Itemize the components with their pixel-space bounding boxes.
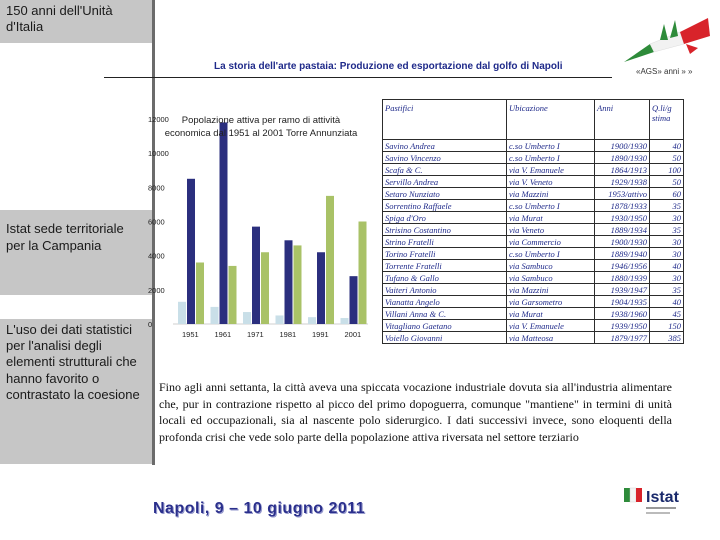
table-row (383, 272, 684, 284)
table-cell: via Mazzini (507, 188, 595, 200)
table-cell: 1879/1977 (595, 332, 650, 344)
table-cell: 30 (650, 212, 684, 224)
bar (317, 252, 325, 324)
sidebar (0, 0, 155, 540)
chart-title: Popolazione attiva per ramo di attività economica dal 1951 al 2001 Torre Annunziata (164, 115, 358, 139)
table-cell: 1904/1935 (595, 296, 650, 308)
istat-logo-label: Istat (646, 489, 679, 506)
table-row (383, 236, 684, 248)
bar (341, 318, 349, 324)
factories-table (382, 99, 684, 344)
table-cell: Vianatta Angelo (383, 296, 507, 308)
bar (229, 266, 237, 324)
table-row (383, 212, 684, 224)
table-row (383, 284, 684, 296)
y-tick-label: 8000 (148, 183, 165, 193)
bar (220, 122, 228, 324)
table-cell: 1939/1950 (595, 320, 650, 332)
table-cell: via V. Emanuele (507, 164, 595, 176)
table-cell: 45 (650, 308, 684, 320)
table-cell: Villani Anna & C. (383, 308, 507, 320)
y-tick-label: 4000 (148, 251, 165, 261)
table-row (383, 152, 684, 164)
table-header-cell: Q.li/g stima (650, 100, 684, 140)
table-row (383, 164, 684, 176)
table-cell: Servillo Andrea (383, 176, 507, 188)
table-cell: Voiello Giovanni (383, 332, 507, 344)
sidebar-box-office: Istat sede territoriale per la Campania (0, 210, 152, 295)
table-cell: 35 (650, 284, 684, 296)
table-cell: 40 (650, 140, 684, 152)
bar (178, 302, 186, 324)
table-cell: 1900/1930 (595, 236, 650, 248)
table-cell: via Matteosa (507, 332, 595, 344)
table-cell: via Garsometro (507, 296, 595, 308)
table-cell: via Veneto (507, 224, 595, 236)
table-cell: via V. Emanuele (507, 320, 595, 332)
table-cell: 35 (650, 200, 684, 212)
bar (211, 307, 219, 324)
bar (326, 196, 334, 324)
table-cell: Savino Andrea (383, 140, 507, 152)
x-tick-label: 2001 (344, 330, 362, 339)
table-cell: 30 (650, 248, 684, 260)
table-cell: Torino Fratelli (383, 248, 507, 260)
slide-title: La storia dell'arte pastaia: Produzione ed esportazione dal golfo di Napoli (214, 61, 563, 72)
table-row (383, 200, 684, 212)
table-cell: 1946/1956 (595, 260, 650, 272)
table-row (383, 224, 684, 236)
table-cell: c.so Umberto I (507, 200, 595, 212)
x-tick-label: 1971 (247, 330, 264, 339)
table-cell: 30 (650, 236, 684, 248)
table-cell: Strisino Costantino (383, 224, 507, 236)
table-header-row (383, 100, 684, 140)
table-cell: via Murat (507, 308, 595, 320)
footer-date: Napoli, 9 – 10 giugno 2011 (153, 500, 366, 517)
table-cell: Setaro Nunziato (383, 188, 507, 200)
table-header-cell: Pastifici (383, 100, 507, 140)
table-cell: via V. Veneto (507, 176, 595, 188)
bar (252, 227, 260, 324)
table-cell: 30 (650, 272, 684, 284)
y-tick-label: 12000 (148, 115, 169, 124)
table-cell: Spiga d'Oro (383, 212, 507, 224)
table-cell: Strino Fratelli (383, 236, 507, 248)
table-cell: 50 (650, 152, 684, 164)
table-cell: 1864/1913 (595, 164, 650, 176)
x-tick-label: 1951 (182, 330, 199, 339)
table-cell: Scafa & C. (383, 164, 507, 176)
table-body (383, 140, 684, 344)
table-row (383, 188, 684, 200)
bar (187, 179, 195, 324)
table-cell: 1889/1940 (595, 248, 650, 260)
table-cell: 385 (650, 332, 684, 344)
table-cell: 1953/attivo (595, 188, 650, 200)
table-cell: Vitagliano Gaetano (383, 320, 507, 332)
table-cell: Torrente Fratelli (383, 260, 507, 272)
bar (261, 252, 269, 324)
y-tick-label: 0 (148, 320, 153, 329)
table-row (383, 296, 684, 308)
table-cell: via Mazzini (507, 284, 595, 296)
logo-caption: «AGS» anni » » (636, 67, 693, 76)
x-tick-label: 1991 (312, 330, 329, 339)
bar (294, 245, 302, 324)
x-tick-label: 1981 (279, 330, 297, 339)
table-cell: 60 (650, 188, 684, 200)
bar (308, 317, 316, 324)
y-tick-label: 6000 (148, 217, 165, 227)
table-cell: Savino Vincenzo (383, 152, 507, 164)
table-cell: c.so Umberto I (507, 248, 595, 260)
table-cell: 1900/1930 (595, 140, 650, 152)
bar (350, 276, 358, 324)
chart-svg (143, 105, 378, 350)
table-cell: via Sambuco (507, 272, 595, 284)
bar (196, 263, 204, 325)
bar (359, 222, 367, 325)
table-cell: c.so Umberto I (507, 140, 595, 152)
table-cell: 100 (650, 164, 684, 176)
table-row (383, 248, 684, 260)
table-cell: 150 (650, 320, 684, 332)
flag-logo-icon (620, 14, 712, 68)
description-paragraph: Fino agli anni settanta, la città aveva una spiccata vocazione industriale dovuta sia all'industria alimentare che, pur in contrazione rispetto al picco del primo dopoguerra, comunque "mantiene" in termini di unità locali ed occupazionali, sia al nascente polo siderurgico. I dati successivi invece, sono eloquenti della profonda crisi che vede solo parte della popolazione attiva riversata nel settore terziario (159, 380, 672, 444)
table-header-cell: Anni (595, 100, 650, 140)
table-row (383, 260, 684, 272)
sidebar-title: 150 anni dell'Unità d'Italia (0, 0, 152, 43)
x-tick-label: 1961 (214, 330, 232, 339)
bar (285, 240, 293, 324)
table-cell: via Commercio (507, 236, 595, 248)
table-row (383, 176, 684, 188)
table-cell: 1878/1933 (595, 200, 650, 212)
sidebar-box-description: L'uso dei dati statistici per l'analisi degli elementi strutturali che hanno favorito o contrastato la coesione (0, 319, 152, 464)
table-row (383, 140, 684, 152)
table-cell: Sorrentino Raffaele (383, 200, 507, 212)
table-cell: 35 (650, 224, 684, 236)
istat-logo-icon (622, 483, 692, 528)
table-row (383, 308, 684, 320)
bar (276, 315, 284, 324)
table-cell: 1890/1930 (595, 152, 650, 164)
table-cell: via Murat (507, 212, 595, 224)
title-divider (104, 77, 612, 78)
table-row (383, 332, 684, 344)
table-cell: 50 (650, 176, 684, 188)
table-cell: c.so Umberto I (507, 152, 595, 164)
table-cell: 40 (650, 260, 684, 272)
table-cell: 1929/1938 (595, 176, 650, 188)
y-tick-label: 10000 (148, 149, 169, 159)
table-cell: Tufano & Gallo (383, 272, 507, 284)
table-cell: 1930/1950 (595, 212, 650, 224)
bar (243, 312, 251, 324)
table-cell: 1880/1939 (595, 272, 650, 284)
table-cell: 1889/1934 (595, 224, 650, 236)
table-header-cell: Ubicazione (507, 100, 595, 140)
table-cell: 40 (650, 296, 684, 308)
table-cell: via Sambuco (507, 260, 595, 272)
y-tick-label: 2000 (148, 285, 165, 295)
table-cell: 1939/1947 (595, 284, 650, 296)
table-cell: 1938/1960 (595, 308, 650, 320)
table-cell: Vaiteri Antonio (383, 284, 507, 296)
table-row (383, 320, 684, 332)
bar-chart (143, 105, 378, 350)
